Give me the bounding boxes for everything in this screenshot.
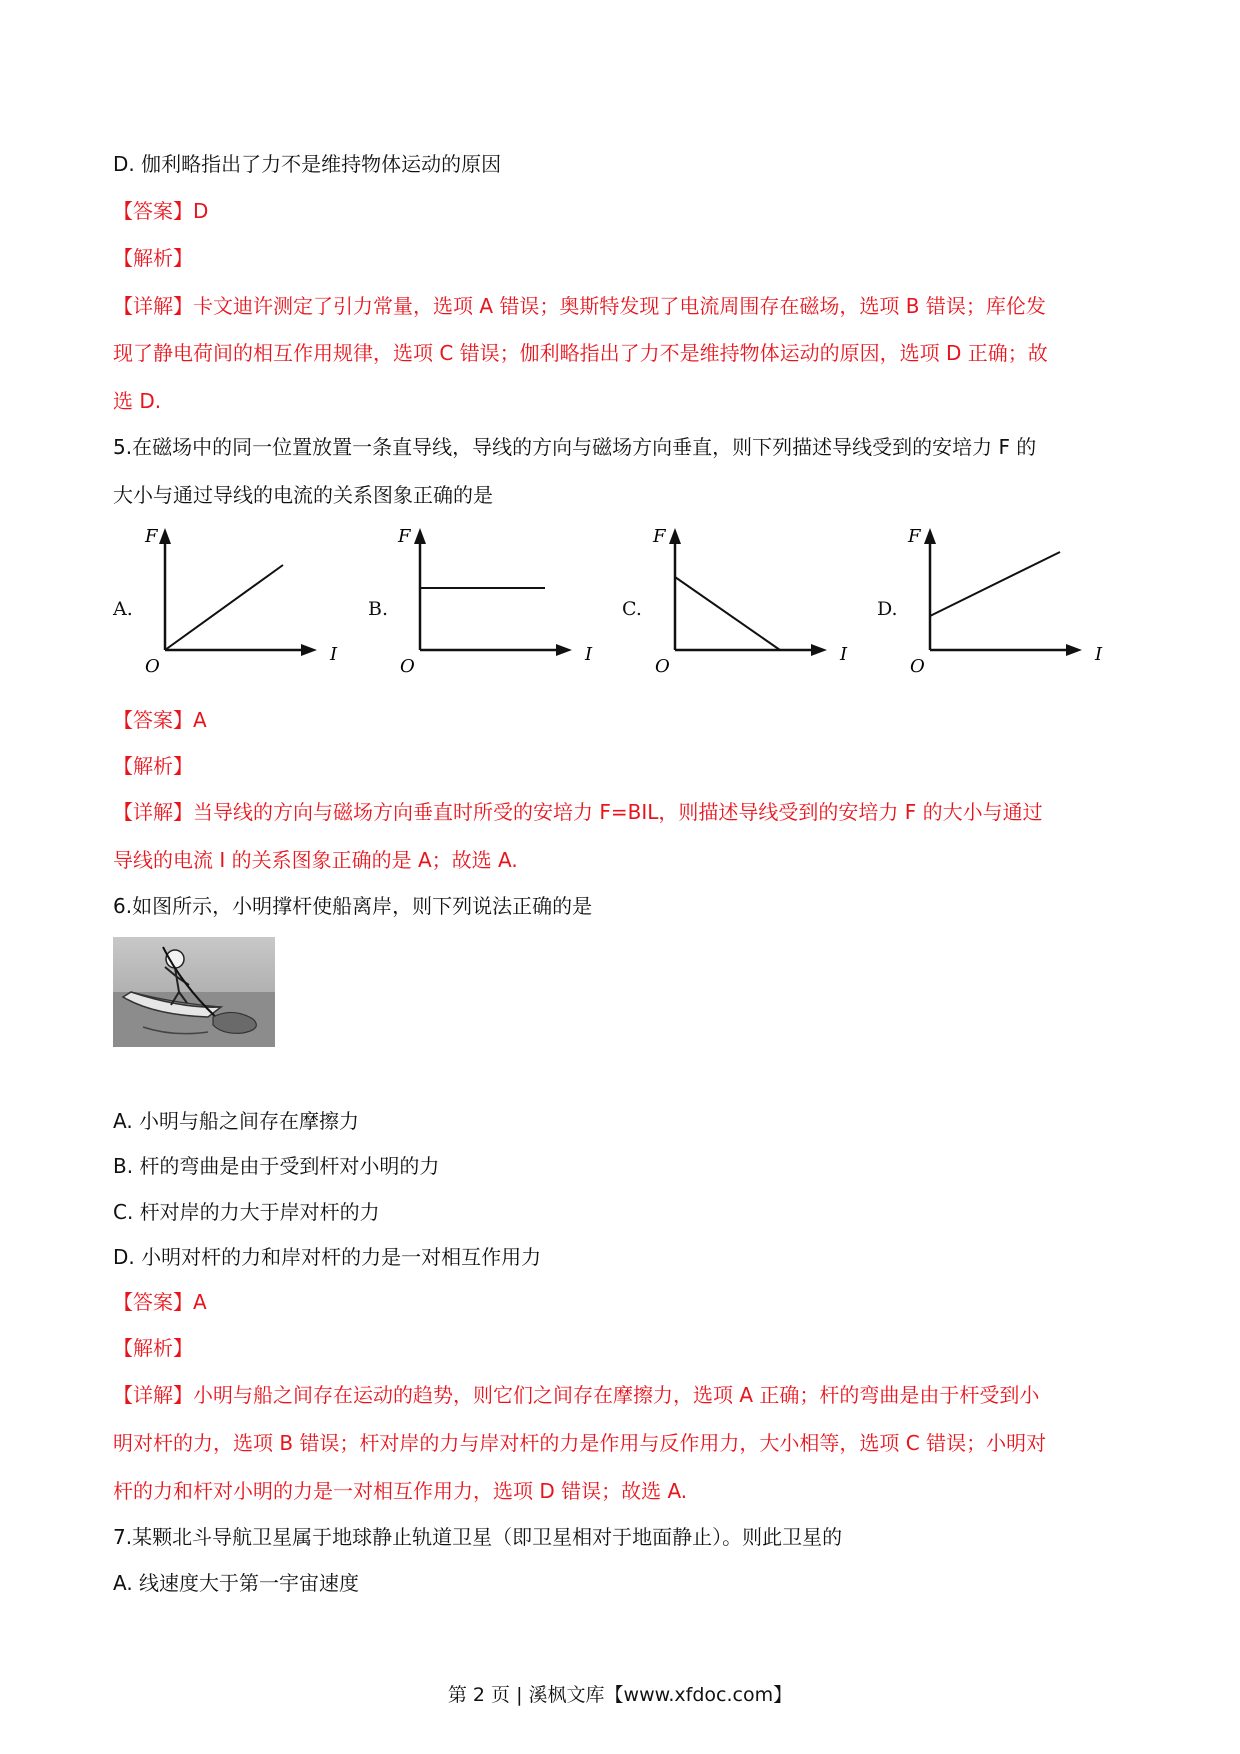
graph-a-line xyxy=(165,565,283,650)
q6-stem: 6.如图所示，小明撑杆使船离岸，则下列说法正确的是 xyxy=(113,894,593,918)
q6-option-c: C. 杆对岸的力大于岸对杆的力 xyxy=(113,1200,380,1224)
graph-b-label: B. xyxy=(368,598,389,620)
graph-a-i-label: I xyxy=(330,644,338,665)
q6-analysis-heading: 【解析】 xyxy=(113,1336,193,1360)
graph-b-f-label: F xyxy=(398,526,411,547)
graph-c xyxy=(650,520,890,680)
q5-detail-line-2: 导线的电流 I 的关系图象正确的是 A；故选 A. xyxy=(113,848,518,872)
q6-option-d: D. 小明对杆的力和岸对杆的力是一对相互作用力 xyxy=(113,1245,542,1269)
graph-d-x-arrow xyxy=(1066,644,1082,656)
graph-d-line xyxy=(930,552,1060,616)
q6-answer: 【答案】A xyxy=(113,1290,207,1314)
graph-b-origin-label: O xyxy=(400,656,415,677)
boat-illustration xyxy=(113,937,275,1047)
graph-b xyxy=(395,520,635,680)
graph-b-x-arrow xyxy=(556,644,572,656)
q7-option-a: A. 线速度大于第一宇宙速度 xyxy=(113,1571,360,1595)
q4-analysis-heading: 【解析】 xyxy=(113,246,193,270)
graph-c-label: C. xyxy=(622,598,642,620)
graph-a-origin-label: O xyxy=(145,656,160,677)
graph-c-line xyxy=(675,577,780,650)
graph-b-i-label: I xyxy=(585,644,593,665)
graph-a-y-arrow xyxy=(159,528,171,544)
q6-detail-line-2: 明对杆的力，选项 B 错误；杆对岸的力与岸对杆的力是作用与反作用力，大小相等，选项 C 错误；小明对 xyxy=(113,1431,1047,1455)
graph-a-f-label: F xyxy=(145,526,158,547)
q4-detail-line-3: 选 D. xyxy=(113,389,162,413)
graph-c-x-arrow xyxy=(811,644,827,656)
q5-stem-line-2: 大小与通过导线的电流的关系图象正确的是 xyxy=(113,483,493,507)
graph-d-i-label: I xyxy=(1095,644,1103,665)
graph-a xyxy=(140,520,380,680)
q4-detail-line-1: 【详解】卡文迪许测定了引力常量，选项 A 错误；奥斯特发现了电流周围存在磁场，选项 B 错误；库伦发 xyxy=(113,294,1046,318)
q6-option-b: B. 杆的弯曲是由于受到杆对小明的力 xyxy=(113,1154,440,1178)
q6-detail-line-3: 杆的力和杆对小明的力是一对相互作用力，选项 D 错误；故选 A. xyxy=(113,1479,688,1503)
q5-stem-line-1: 5.在磁场中的同一位置放置一条直导线，导线的方向与磁场方向垂直，则下列描述导线受到的安培力 F 的 xyxy=(113,435,1037,459)
q6-option-a: A. 小明与船之间存在摩擦力 xyxy=(113,1109,360,1133)
q5-answer: 【答案】A xyxy=(113,708,207,732)
graph-a-label: A. xyxy=(113,598,133,620)
graph-d-origin-label: O xyxy=(910,656,925,677)
graph-d-label: D. xyxy=(877,598,898,620)
q5-detail-line-1: 【详解】当导线的方向与磁场方向垂直时所受的安培力 F=BIL，则描述导线受到的安培力 F 的大小与通过 xyxy=(113,800,1043,824)
q4-option-d: D. 伽利略指出了力不是维持物体运动的原因 xyxy=(113,152,502,176)
q4-detail-line-2: 现了静电荷间的相互作用规律，选项 C 错误；伽利略指出了力不是维持物体运动的原因，选项 D 正确；故 xyxy=(113,341,1048,365)
q6-detail-line-1: 【详解】小明与船之间存在运动的趋势，则它们之间存在摩擦力，选项 A 正确；杆的弯曲是由于杆受到小 xyxy=(113,1383,1040,1407)
graph-a-x-arrow xyxy=(301,644,317,656)
graph-c-origin-label: O xyxy=(655,656,670,677)
graph-d-f-label: F xyxy=(908,526,921,547)
page-footer: 第 2 页 | 溪枫文库【www.xfdoc.com】 xyxy=(447,1684,793,1706)
graph-d xyxy=(905,520,1145,680)
graph-d-y-arrow xyxy=(924,528,936,544)
graph-c-y-arrow xyxy=(669,528,681,544)
q4-answer: 【答案】D xyxy=(113,199,209,223)
q5-analysis-heading: 【解析】 xyxy=(113,754,193,778)
graph-c-f-label: F xyxy=(653,526,666,547)
q7-stem: 7.某颗北斗导航卫星属于地球静止轨道卫星（即卫星相对于地面静止）。则此卫星的 xyxy=(113,1525,843,1549)
graph-c-i-label: I xyxy=(840,644,848,665)
graph-b-y-arrow xyxy=(414,528,426,544)
